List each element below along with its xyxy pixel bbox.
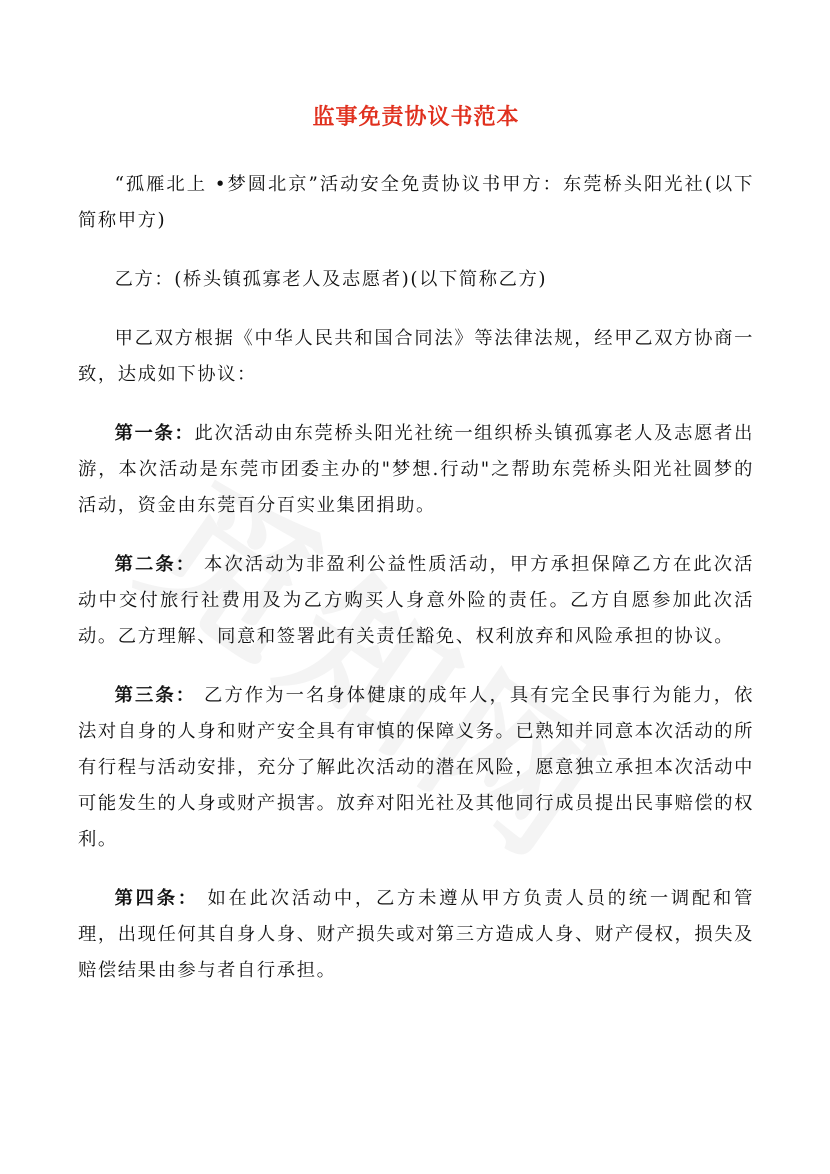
intro-paragraph: “孤雁北上 •梦圆北京”活动安全免责协议书甲方：东莞桥头阳光社(以下简称甲方): [78, 174, 754, 231]
document-page: [78, 100, 754, 1012]
article-1-text: 此次活动由东莞桥头阳光社统一组织桥头镇孤寡老人及志愿者出游，本次活动是东莞市团委主办的"梦想.行动"之帮助东莞桥头阳光社圆梦的活动，资金由东莞百分百实业集团捐助。: [78, 423, 754, 516]
document-title: 监事免责协议书范本: [312, 105, 520, 130]
article-2-text: 本次活动为非盈利公益性质活动，甲方承担保障乙方在此次活动中交付旅行社费用及为乙方购买人身意外险的责任。乙方自愿参加此次活动。乙方理解、同意和签署此有关责任豁免、权利放弃和风险承担的协议。: [78, 554, 754, 647]
article-1: [78, 416, 754, 524]
preamble-paragraph: 甲乙双方根据《中华人民共和国合同法》等法律法规，经甲乙双方协商一致，达成如下协议：: [78, 328, 754, 385]
party-b-paragraph: 乙方：(桥头镇孤寡老人及志愿者)(以下简称乙方): [114, 269, 548, 290]
article-2: [78, 547, 754, 655]
article-4-text: 如在此次活动中，乙方未遵从甲方负责人员的统一调配和管理，出现任何其自身人身、财产损失或对第三方造成人身、财产侵权，损失及赔偿结果由参与者自行承担。: [78, 888, 754, 981]
article-2-label: 第二条：: [114, 554, 197, 575]
article-3: [78, 678, 754, 858]
article-4-label: 第四条：: [114, 888, 199, 909]
article-4: [78, 881, 754, 989]
article-3-text: 乙方作为一名身体健康的成年人，具有完全民事行为能力，依法对自身的人身和财产安全具有审慎的保障义务。已熟知并同意本次活动的所有行程与活动安排，充分了解此次活动的潜在风险，愿意独立承担本次活动中可能发生的人身或财产损害。放弃对阳光社及其他同行成员提出民事赔偿的权利。: [78, 685, 754, 850]
article-1-label: 第一条：: [114, 423, 195, 444]
article-3-label: 第三条：: [114, 685, 197, 706]
